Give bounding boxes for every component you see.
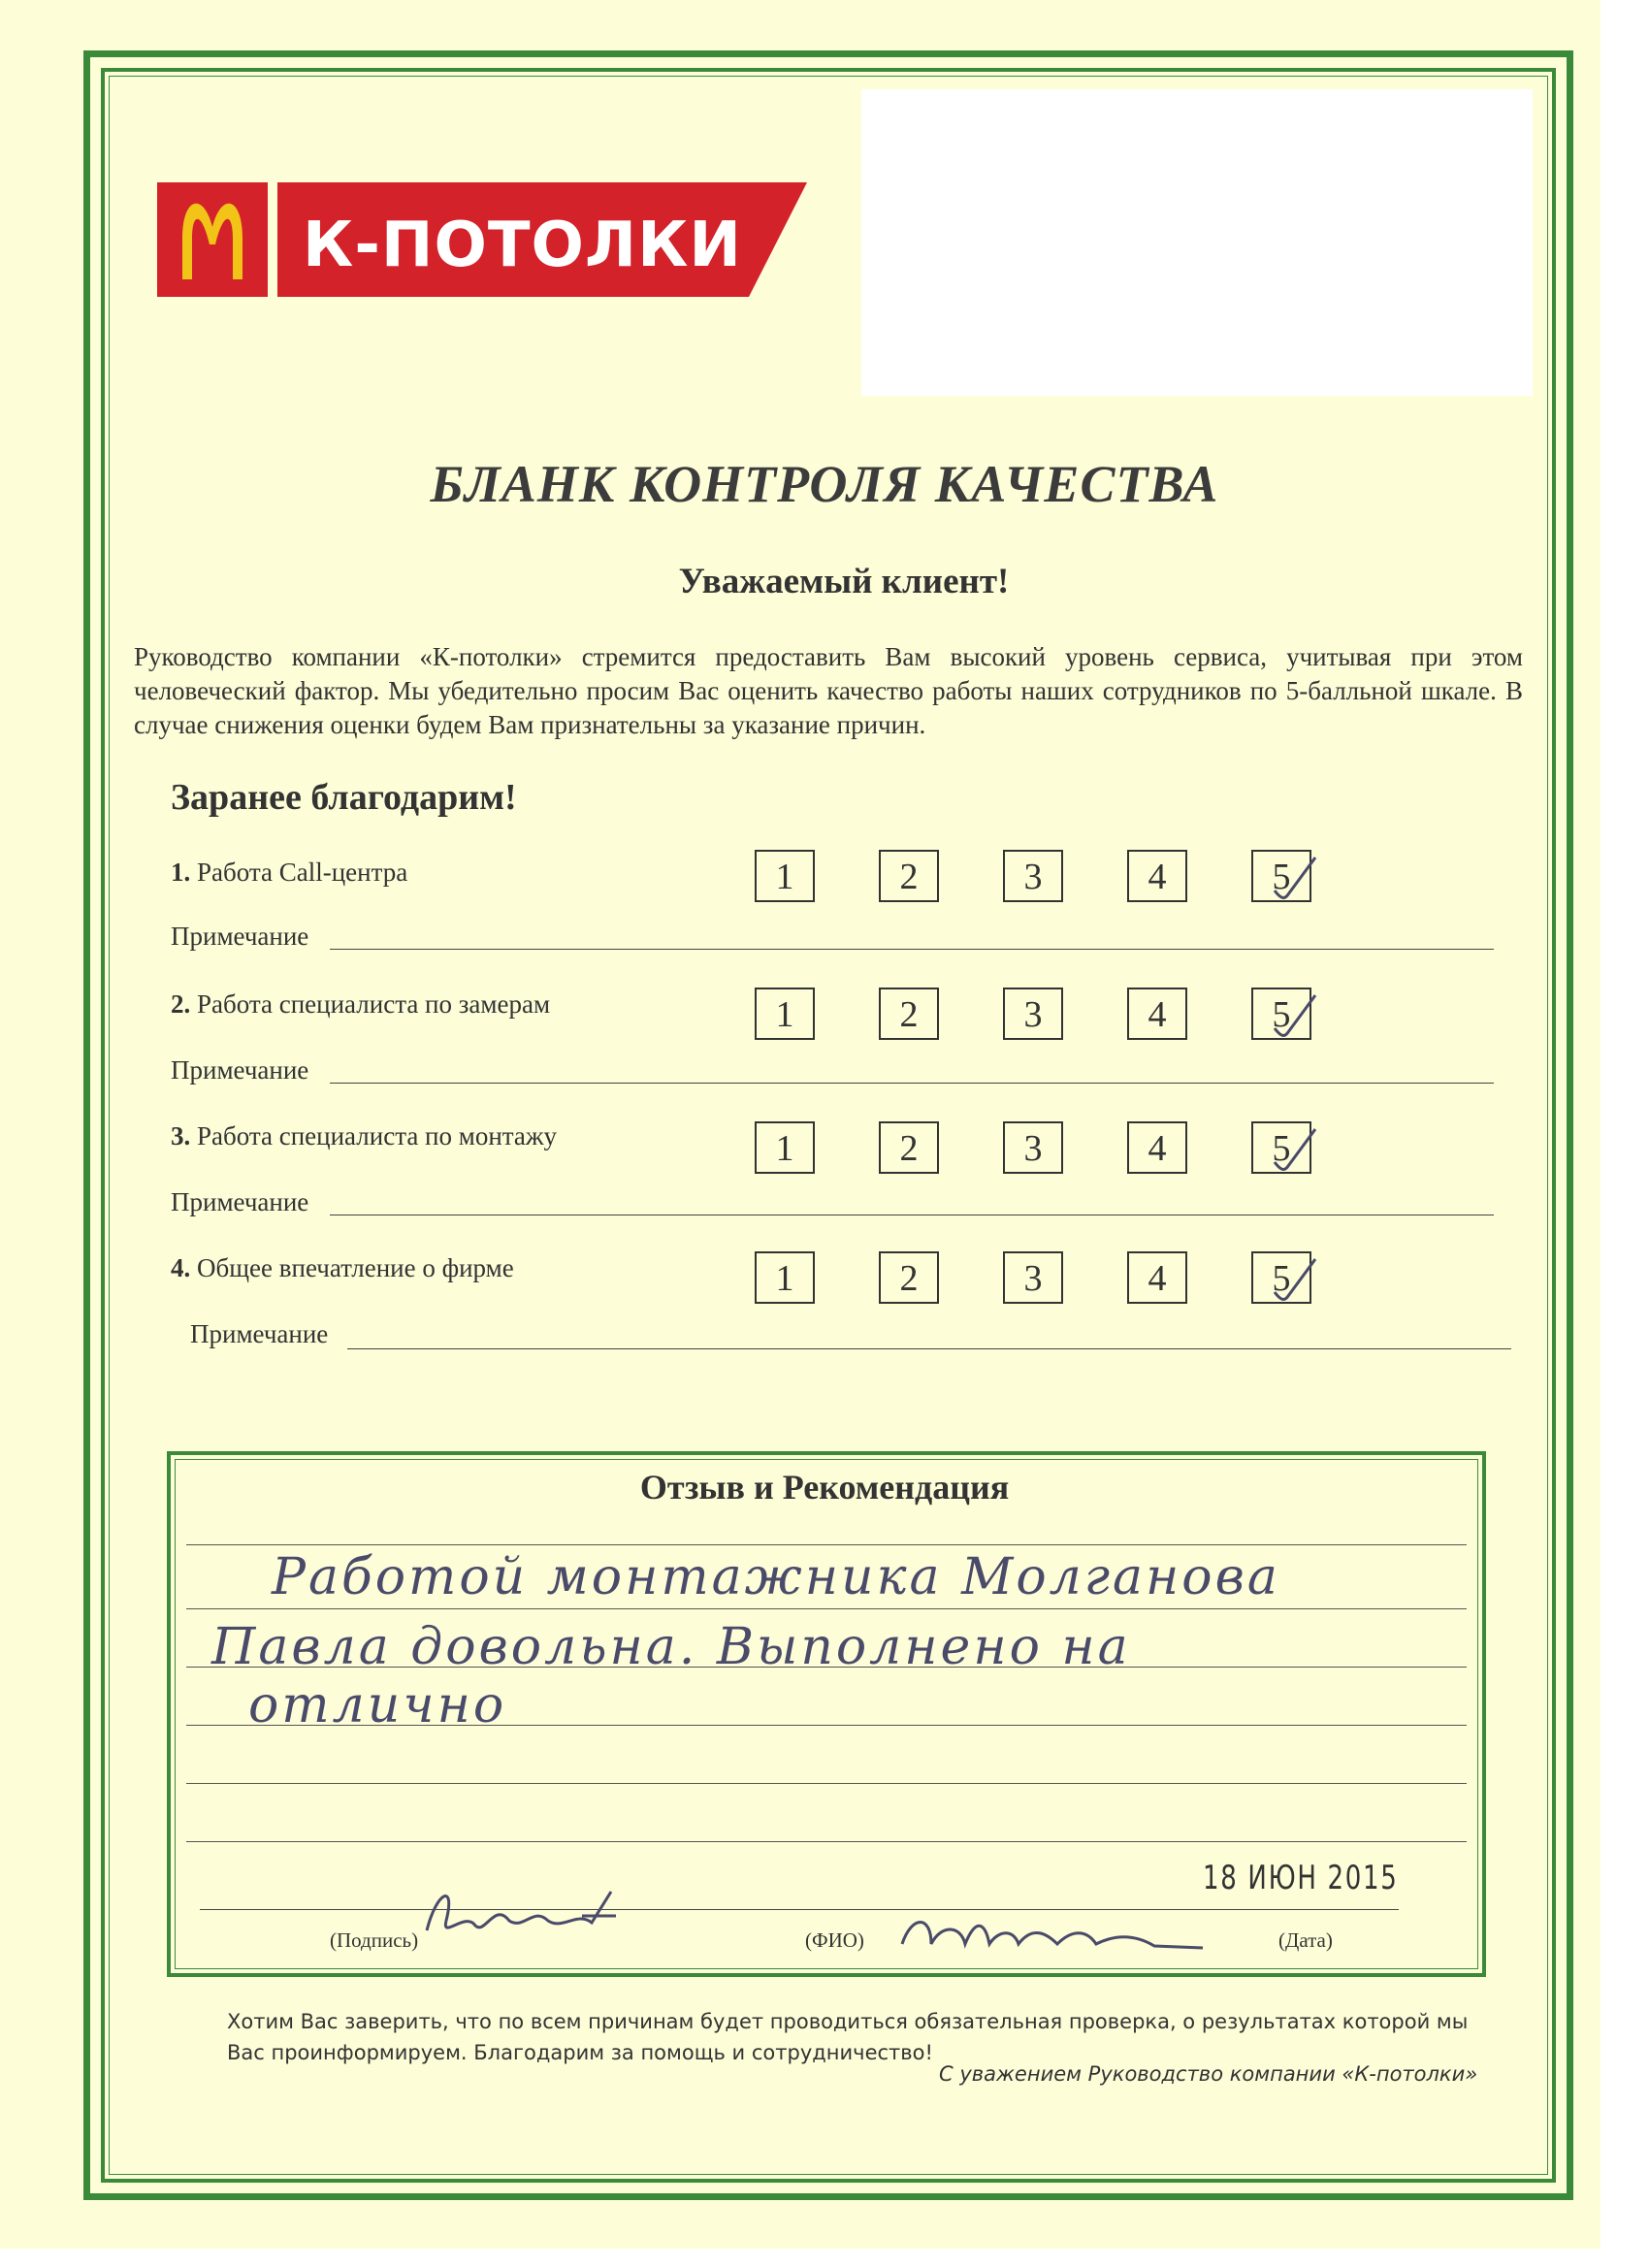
signature-scribble [417, 1872, 630, 1950]
rating-q4-option-1[interactable] [755, 1251, 815, 1304]
rating-option-label: 2 [899, 857, 919, 897]
review-line [186, 1783, 1467, 1784]
rating-q2-option-5[interactable] [1251, 988, 1311, 1040]
rating-option-label: 2 [899, 1128, 919, 1169]
scan-margin-right [1600, 0, 1649, 2268]
greeting: Уважаемый клиент! [678, 562, 1010, 601]
check-mark-icon [1267, 852, 1325, 904]
rating-q2-option-3[interactable] [1003, 988, 1063, 1040]
footer-text: Хотим Вас заверить, что по всем причинам будет проводиться обязательная проверка, о результатах которой мы Вас проинформируем. Благодарим за помощь и сотрудничество! [227, 2010, 1469, 2064]
rating-q1-option-2[interactable] [879, 850, 939, 902]
k-potolki-logo [157, 182, 807, 297]
rating-option-label: 1 [775, 857, 794, 897]
rating-q2-option-1[interactable] [755, 988, 815, 1040]
scan-margin-bottom [0, 2249, 1649, 2268]
rating-option-label: 3 [1023, 1258, 1043, 1299]
review-line [186, 1608, 1467, 1609]
question-2-note-field[interactable] [330, 1083, 1494, 1084]
rating-q3-option-3[interactable] [1003, 1121, 1063, 1174]
signature-label: (Подпись) [330, 1928, 419, 1952]
rating-option-label: 3 [1023, 1128, 1043, 1169]
rating-q4-option-4[interactable] [1127, 1251, 1187, 1304]
rating-option-label: 4 [1148, 857, 1167, 897]
rating-q3-option-2[interactable] [879, 1121, 939, 1174]
rating-q2-option-2[interactable] [879, 988, 939, 1040]
check-mark-icon [1267, 989, 1325, 1042]
intro-text: Руководство компании «К-потолки» стремится предоставить Вам высокий уровень сервиса, учитывая при этом человеческий фактор. Мы убедительно просим Вас оценить качество работы наших сотрудников по 5-балльной шкале. В случае снижения оценки будем Вам признательны за указание причин. [134, 642, 1523, 739]
review-title: Отзыв и Рекомендация [639, 1468, 1010, 1507]
rating-q1-option-3[interactable] [1003, 850, 1063, 902]
thanks-heading: Заранее благодарим! [171, 777, 517, 818]
rating-option-label: 1 [775, 1258, 794, 1299]
rating-option-label: 4 [1148, 1258, 1167, 1299]
review-line [186, 1544, 1467, 1545]
rating-option-label: 4 [1148, 1128, 1167, 1169]
rating-q4-option-5[interactable] [1251, 1251, 1311, 1304]
review-handwriting-line-3: отлично [248, 1676, 507, 1734]
question-3-note-label: Примечание [171, 1187, 309, 1216]
review-handwriting-line-1: Работой монтажника Молганова [272, 1548, 1280, 1606]
check-mark-icon [1267, 1253, 1325, 1306]
rating-option-label: 2 [899, 1258, 919, 1299]
fio-scribble [892, 1905, 1212, 1963]
rating-q3-option-1[interactable] [755, 1121, 815, 1174]
rating-q3-option-4[interactable] [1127, 1121, 1187, 1174]
date-label: (Дата) [1278, 1928, 1333, 1952]
question-2-note-label: Примечание [171, 1055, 309, 1085]
rating-q1-option-5[interactable] [1251, 850, 1311, 902]
rating-q1-option-1[interactable] [755, 850, 815, 902]
logo-text: К-ПОТОЛКИ [303, 210, 742, 281]
review-handwriting-line-2: Павла довольна. Выполнено на [211, 1618, 1131, 1676]
question-2-label: 2. Работа специалиста по замерам [171, 989, 551, 1019]
rating-option-label: 5 [1272, 1258, 1291, 1299]
question-3-label: 3. Работа специалиста по монтажу [171, 1121, 558, 1150]
rating-option-label: 4 [1148, 994, 1167, 1035]
fio-label: (ФИО) [805, 1928, 864, 1952]
rating-option-label: 1 [775, 994, 794, 1035]
rating-q2-option-4[interactable] [1127, 988, 1187, 1040]
rating-option-label: 5 [1272, 994, 1291, 1035]
review-line [186, 1841, 1467, 1842]
question-4-label: 4. Общее впечатление о фирме [171, 1253, 514, 1282]
rating-q3-option-5[interactable] [1251, 1121, 1311, 1174]
form-title: БЛАНК КОНТРОЛЯ КАЧЕСТВА [430, 455, 1219, 513]
rating-option-label: 2 [899, 994, 919, 1035]
rating-option-label: 3 [1023, 857, 1043, 897]
question-1-note-label: Примечание [171, 922, 309, 951]
rating-option-label: 3 [1023, 994, 1043, 1035]
check-mark-icon [1267, 1123, 1325, 1176]
rating-option-label: 5 [1272, 1128, 1291, 1169]
redacted-area [861, 89, 1533, 396]
footer-signoff: С уважением Руководство компании «К-потолки» [939, 2062, 1478, 2086]
date-stamp: 18 ИЮН 2015 [1203, 1859, 1399, 1897]
rating-q4-option-2[interactable] [879, 1251, 939, 1304]
rating-option-label: 1 [775, 1128, 794, 1169]
question-4-note-field[interactable] [347, 1348, 1511, 1349]
rating-q1-option-4[interactable] [1127, 850, 1187, 902]
rating-option-label: 5 [1272, 857, 1291, 897]
question-1-note-field[interactable] [330, 949, 1494, 950]
question-4-note-label: Примечание [190, 1319, 329, 1348]
rating-q4-option-3[interactable] [1003, 1251, 1063, 1304]
question-1-label: 1. Работа Call-центра [171, 858, 408, 887]
